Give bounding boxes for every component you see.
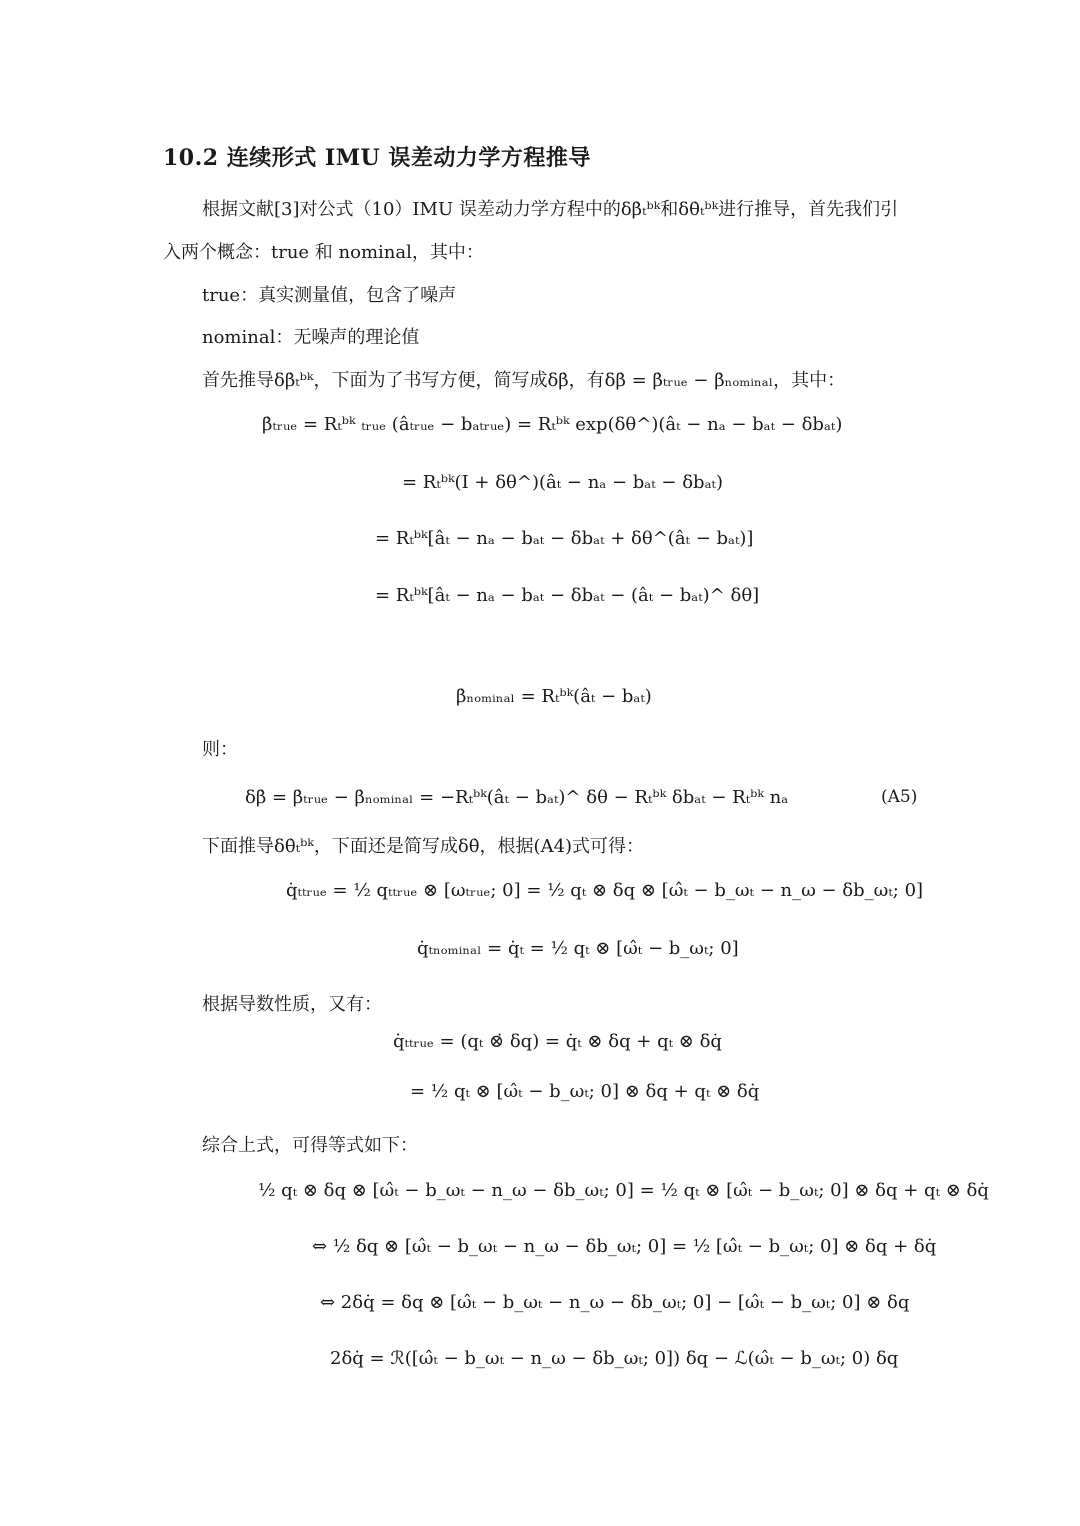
equation-combined-3: ⇔ 2δq̇ = δq ⊗ [ω̂ₜ − b_ωₜ − n_ω − δb_ωₜ; 0] − [ω̂ₜ − b_ωₜ; 0] ⊗ δq bbox=[320, 1292, 910, 1313]
equation-q-product-rule: q̇ₜₜᵣᵤₑ = (qₜ ⊗̇ δq) = q̇ₜ ⊗ δq + qₜ ⊗ δq̇ bbox=[393, 1031, 722, 1052]
equation-A5: δβ̇ = β̇ₜᵣᵤₑ − β̇ₙₒₘᵢₙₐₗ = −Rₜᵇᵏ(âₜ − bₐₜ)^ δθ − Rₜᵇᵏ δbₐₜ − Rₜᵇᵏ nₐ bbox=[245, 787, 789, 808]
paragraph-derive-theta: 下面推导δθ̇ₜᵇᵏ，下面还是简写成δθ̇，根据(A4)式可得： bbox=[202, 836, 645, 857]
section-heading: 10.2 连续形式 IMU 误差动力学方程推导 bbox=[163, 145, 591, 171]
equation-combined-2: ⇔ ½ δq ⊗ [ω̂ₜ − b_ωₜ − n_ω − δb_ωₜ; 0] = ½ [ω̂ₜ − b_ωₜ; 0] ⊗ δq + δq̇ bbox=[312, 1236, 937, 1257]
equation-beta-true: β̇ₜᵣᵤₑ = Rₜᵇᵏ ₜᵣᵤₑ (âₜᵣᵤₑ − bₐₜᵣᵤₑ) = Rₜᵇᵏ exp(δθ^)(âₜ − nₐ − bₐₜ − δbₐₜ) bbox=[262, 414, 843, 435]
definition-true: true：真实测量值，包含了噪声 bbox=[202, 285, 457, 306]
equation-beta-true-line2: = Rₜᵇᵏ(I + δθ^)(âₜ − nₐ − bₐₜ − δbₐₜ) bbox=[402, 472, 723, 493]
equation-q-nominal: q̇ₜₙₒₘᵢₙₐₗ = q̇ₜ = ½ qₜ ⊗ [ω̂ₜ − b_ωₜ; 0] bbox=[417, 938, 739, 959]
equation-combined-4: 2δq̇ = ℛ([ω̂ₜ − b_ωₜ − n_ω − δb_ωₜ; 0]) δq − ℒ(ω̂ₜ − b_ωₜ; 0) δq bbox=[330, 1348, 899, 1369]
equation-beta-true-line3: = Rₜᵇᵏ[âₜ − nₐ − bₐₜ − δbₐₜ + δθ^(âₜ − bₐₜ)] bbox=[375, 528, 754, 549]
equation-number-A5: (A5) bbox=[881, 787, 918, 807]
paragraph-combine: 综合上式，可得等式如下： bbox=[202, 1135, 418, 1156]
equation-beta-true-line4: = Rₜᵇᵏ[âₜ − nₐ − bₐₜ − δbₐₜ − (âₜ − bₐₜ)^ δθ] bbox=[375, 585, 760, 606]
equation-beta-nominal: β̇ₙₒₘᵢₙₐₗ = Rₜᵇᵏ(âₜ − bₐₜ) bbox=[456, 686, 652, 707]
paragraph-derivative-property: 根据导数性质，又有： bbox=[202, 994, 382, 1015]
equation-q-true: q̇ₜₜᵣᵤₑ = ½ qₜₜᵣᵤₑ ⊗ [ωₜᵣᵤₑ; 0] = ½ qₜ ⊗ δq ⊗ [ω̂ₜ − b_ωₜ − n_ω − δb_ωₜ; 0] bbox=[286, 880, 924, 901]
equation-combined-1: ½ qₜ ⊗ δq ⊗ [ω̂ₜ − b_ωₜ − n_ω − δb_ωₜ; 0] = ½ qₜ ⊗ [ω̂ₜ − b_ωₜ; 0] ⊗ δq + qₜ ⊗ δq̇ bbox=[258, 1180, 989, 1201]
paragraph-derive-beta: 首先推导δβ̇ₜᵇᵏ，下面为了书写方便，简写成δβ̇，有δβ̇ = β̇ₜᵣᵤₑ − β̇ₙₒₘᵢₙₐₗ，其中： bbox=[202, 370, 846, 391]
paragraph-intro-line1: 根据文献[3]对公式（10）IMU 误差动力学方程中的δβ̇ₜᵇᵏ和δθ̇ₜᵇᵏ进行推导，首先我们引 bbox=[202, 199, 899, 220]
paragraph-then: 则： bbox=[202, 739, 238, 760]
equation-q-product-rule-line2: = ½ qₜ ⊗ [ω̂ₜ − b_ωₜ; 0] ⊗ δq + qₜ ⊗ δq̇ bbox=[410, 1081, 760, 1102]
paragraph-intro-line2: 入两个概念：true 和 nominal，其中： bbox=[163, 242, 484, 263]
definition-nominal: nominal：无噪声的理论值 bbox=[202, 327, 420, 348]
